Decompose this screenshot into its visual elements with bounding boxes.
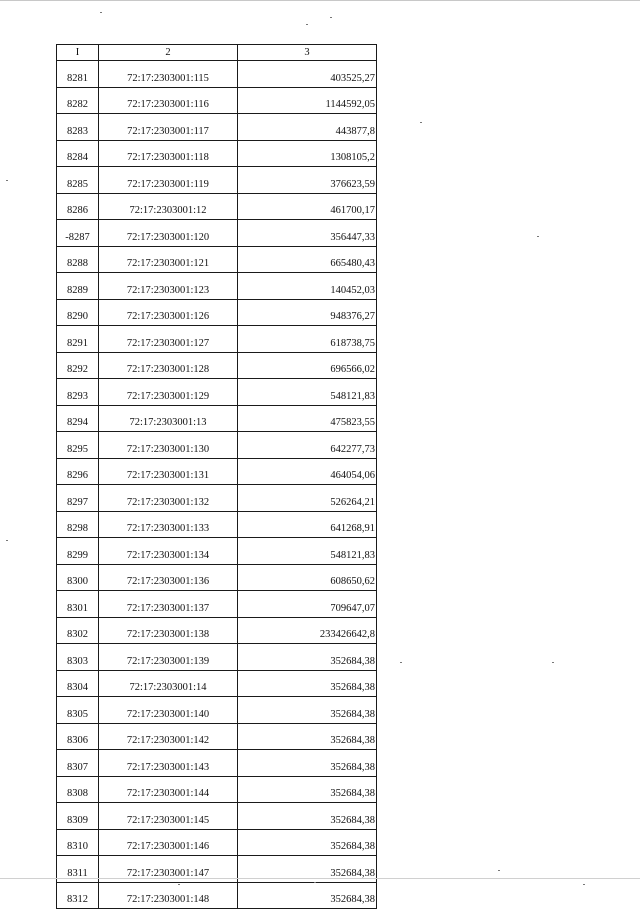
row-number-cell: 8293 [57, 379, 99, 406]
row-number-cell: 8281 [57, 61, 99, 88]
header-col-1: I [57, 45, 99, 61]
cadastral-number-cell: 72:17:2303001:12 [99, 193, 238, 220]
table-row [57, 432, 377, 459]
cadastral-number-cell: 72:17:2303001:137 [99, 591, 238, 618]
row-number-cell: 8289 [57, 273, 99, 300]
scan-speck [306, 24, 308, 25]
value-cell: 464054,06 [238, 458, 377, 485]
scan-speck [420, 122, 422, 123]
row-number-cell: 8309 [57, 803, 99, 830]
value-cell: 352684,38 [238, 670, 377, 697]
row-number-cell: 8283 [57, 114, 99, 141]
row-number-cell: 8300 [57, 564, 99, 591]
cadastral-number-cell: 72:17:2303001:138 [99, 617, 238, 644]
cadastral-number-cell: 72:17:2303001:115 [99, 61, 238, 88]
table-row [57, 61, 377, 88]
table-header [57, 45, 377, 61]
cadastral-number-cell: 72:17:2303001:142 [99, 723, 238, 750]
cadastral-number-cell: 72:17:2303001:117 [99, 114, 238, 141]
header-row [57, 45, 377, 61]
row-number-cell: 8298 [57, 511, 99, 538]
row-number-cell: 8294 [57, 405, 99, 432]
value-cell: 233426642,8 [238, 617, 377, 644]
scan-speck [6, 180, 8, 181]
scan-speck [537, 236, 539, 237]
table-row [57, 246, 377, 273]
table-row [57, 697, 377, 724]
header-col-3: 3 [238, 45, 377, 61]
cadastral-number-cell: 72:17:2303001:116 [99, 87, 238, 114]
value-cell: 665480,43 [238, 246, 377, 273]
row-number-cell: 8308 [57, 776, 99, 803]
scan-speck [552, 662, 554, 663]
value-cell: 352684,38 [238, 723, 377, 750]
value-cell: 352684,38 [238, 750, 377, 777]
cadastral-number-cell: 72:17:2303001:144 [99, 776, 238, 803]
value-cell: 352684,38 [238, 776, 377, 803]
row-number-cell: 8312 [57, 882, 99, 909]
cadastral-number-cell: 72:17:2303001:146 [99, 829, 238, 856]
row-number-cell: 8295 [57, 432, 99, 459]
table-row [57, 326, 377, 353]
table-row [57, 750, 377, 777]
cadastral-number-cell: 72:17:2303001:128 [99, 352, 238, 379]
scan-speck [498, 870, 500, 871]
table-row [57, 87, 377, 114]
cadastral-number-cell: 72:17:2303001:120 [99, 220, 238, 247]
row-number-cell: 8306 [57, 723, 99, 750]
value-cell: 548121,83 [238, 538, 377, 565]
scan-speck [314, 882, 316, 883]
value-cell: 618738,75 [238, 326, 377, 353]
table-row [57, 273, 377, 300]
cadastral-number-cell: 72:17:2303001:133 [99, 511, 238, 538]
cadastral-number-cell: 72:17:2303001:139 [99, 644, 238, 671]
value-cell: 948376,27 [238, 299, 377, 326]
value-cell: 403525,27 [238, 61, 377, 88]
value-cell: 1144592,05 [238, 87, 377, 114]
value-cell: 548121,83 [238, 379, 377, 406]
table-row [57, 220, 377, 247]
row-number-cell: 8301 [57, 591, 99, 618]
cadastral-number-cell: 72:17:2303001:119 [99, 167, 238, 194]
row-number-cell: 8307 [57, 750, 99, 777]
cadastral-number-cell: 72:17:2303001:126 [99, 299, 238, 326]
value-cell: 475823,55 [238, 405, 377, 432]
value-cell: 356447,33 [238, 220, 377, 247]
row-number-cell: 8310 [57, 829, 99, 856]
scan-speck [400, 662, 402, 663]
cadastral-number-cell: 72:17:2303001:127 [99, 326, 238, 353]
cadastral-number-cell: 72:17:2303001:121 [99, 246, 238, 273]
value-cell: 709647,07 [238, 591, 377, 618]
cadastral-number-cell: 72:17:2303001:118 [99, 140, 238, 167]
registry-table [56, 44, 377, 909]
row-number-cell: 8296 [57, 458, 99, 485]
cadastral-number-cell: 72:17:2303001:147 [99, 856, 238, 883]
value-cell: 140452,03 [238, 273, 377, 300]
row-number-cell: 8297 [57, 485, 99, 512]
cadastral-number-cell: 72:17:2303001:131 [99, 458, 238, 485]
table-row [57, 167, 377, 194]
row-number-cell: 8304 [57, 670, 99, 697]
table-row [57, 723, 377, 750]
row-number-cell: 8305 [57, 697, 99, 724]
table-row [57, 776, 377, 803]
value-cell: 642277,73 [238, 432, 377, 459]
value-cell: 352684,38 [238, 882, 377, 909]
row-number-cell: 8284 [57, 140, 99, 167]
value-cell: 641268,91 [238, 511, 377, 538]
row-number-cell: 8303 [57, 644, 99, 671]
table-row [57, 511, 377, 538]
table-row [57, 803, 377, 830]
row-number-cell: 8286 [57, 193, 99, 220]
table-row [57, 670, 377, 697]
row-number-cell: 8282 [57, 87, 99, 114]
table-row [57, 485, 377, 512]
row-number-cell: 8302 [57, 617, 99, 644]
table-row [57, 379, 377, 406]
value-cell: 352684,38 [238, 803, 377, 830]
value-cell: 1308105,2 [238, 140, 377, 167]
scan-speck [178, 884, 180, 885]
table-row [57, 114, 377, 141]
cadastral-number-cell: 72:17:2303001:132 [99, 485, 238, 512]
scan-edge-bottom [0, 878, 640, 879]
cadastral-number-cell: 72:17:2303001:148 [99, 882, 238, 909]
table-body [57, 61, 377, 909]
value-cell: 352684,38 [238, 856, 377, 883]
value-cell: 376623,59 [238, 167, 377, 194]
table-row [57, 140, 377, 167]
table-row [57, 829, 377, 856]
value-cell: 352684,38 [238, 644, 377, 671]
cadastral-number-cell: 72:17:2303001:145 [99, 803, 238, 830]
table-row [57, 538, 377, 565]
table-row [57, 299, 377, 326]
row-number-cell: 8288 [57, 246, 99, 273]
value-cell: 608650,62 [238, 564, 377, 591]
table-row [57, 617, 377, 644]
table-row [57, 405, 377, 432]
header-col-2: 2 [99, 45, 238, 61]
table-row [57, 458, 377, 485]
table-row [57, 352, 377, 379]
value-cell: 526264,21 [238, 485, 377, 512]
scan-speck [583, 884, 585, 885]
value-cell: 696566,02 [238, 352, 377, 379]
table-row [57, 591, 377, 618]
cadastral-number-cell: 72:17:2303001:143 [99, 750, 238, 777]
cadastral-number-cell: 72:17:2303001:134 [99, 538, 238, 565]
value-cell: 443877,8 [238, 114, 377, 141]
row-number-cell: 8285 [57, 167, 99, 194]
row-number-cell: 8299 [57, 538, 99, 565]
value-cell: 461700,17 [238, 193, 377, 220]
cadastral-number-cell: 72:17:2303001:129 [99, 379, 238, 406]
scan-edge-top [0, 0, 640, 1]
cadastral-number-cell: 72:17:2303001:13 [99, 405, 238, 432]
cadastral-number-cell: 72:17:2303001:14 [99, 670, 238, 697]
scan-speck [100, 12, 102, 13]
value-cell: 352684,38 [238, 829, 377, 856]
cadastral-number-cell: 72:17:2303001:123 [99, 273, 238, 300]
scan-speck [6, 540, 8, 541]
row-number-cell: 8290 [57, 299, 99, 326]
row-number-cell: -8287 [57, 220, 99, 247]
row-number-cell: 8291 [57, 326, 99, 353]
row-number-cell: 8311 [57, 856, 99, 883]
table-row [57, 193, 377, 220]
cadastral-number-cell: 72:17:2303001:130 [99, 432, 238, 459]
row-number-cell: 8292 [57, 352, 99, 379]
value-cell: 352684,38 [238, 697, 377, 724]
cadastral-number-cell: 72:17:2303001:140 [99, 697, 238, 724]
cadastral-number-cell: 72:17:2303001:136 [99, 564, 238, 591]
table-row [57, 564, 377, 591]
scan-speck [330, 17, 332, 18]
table-row [57, 644, 377, 671]
